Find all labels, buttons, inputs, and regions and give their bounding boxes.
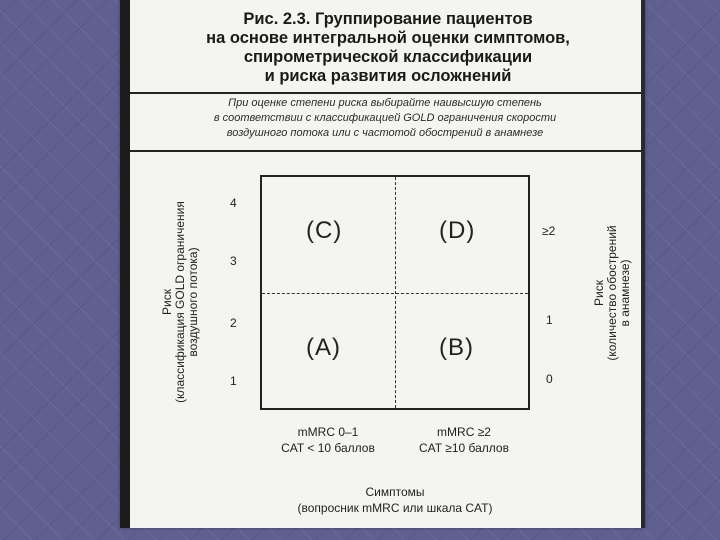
left-tick: 2 — [230, 316, 237, 330]
x-category-line: mMRC ≥2 — [437, 425, 491, 439]
right-axis-label — [593, 193, 637, 393]
x-axis-title — [250, 484, 540, 516]
title-line: на основе интегральной оценки симптомов, — [206, 29, 570, 47]
note-line: воздушного потока или с частотой обострений в анамнезе — [226, 127, 544, 139]
left-axis-label-line: Риск — [160, 289, 174, 315]
quadrant-grid — [260, 175, 530, 410]
right-tick: 1 — [546, 313, 553, 327]
left-tick: 4 — [230, 196, 237, 210]
right-axis-label-line: Риск — [592, 280, 606, 306]
figure-title — [148, 10, 628, 86]
x-category-high — [404, 424, 524, 456]
quadrant-b: (B) — [439, 334, 474, 361]
x-category-line: CAT ≥10 баллов — [419, 441, 509, 455]
quadrant-a: (A) — [306, 334, 341, 361]
left-axis-label — [161, 187, 205, 417]
left-tick: 1 — [230, 374, 237, 388]
figure-note — [150, 96, 620, 141]
x-axis-title-line: Симптомы — [365, 485, 425, 499]
right-axis-label-line: (количество обострений — [605, 225, 619, 361]
vertical-divider — [395, 177, 396, 408]
right-tick: ≥2 — [542, 224, 556, 238]
page-left-edge — [120, 0, 130, 528]
header-divider — [130, 92, 641, 94]
left-axis-label-line: воздушного потока) — [186, 247, 200, 357]
title-line: Рис. 2.3. Группирование пациентов — [243, 10, 533, 28]
right-tick: 0 — [546, 372, 553, 386]
x-axis-title-line: (вопросник mMRC или шкала CAT) — [297, 501, 493, 515]
note-line: в соответствии с классификацией GOLD ограничения скорости — [213, 112, 557, 124]
left-tick: 3 — [230, 254, 237, 268]
x-category-line: CAT < 10 баллов — [281, 441, 375, 455]
page-right-edge — [641, 0, 645, 528]
figure-page — [120, 0, 645, 528]
title-line: и риска развития осложнений — [264, 67, 512, 85]
note-divider — [130, 150, 641, 152]
note-line: При оценке степени риска выбирайте наивысшую степень — [228, 97, 542, 109]
x-category-low — [268, 424, 388, 456]
right-axis-label-line: в анамнезе) — [618, 259, 632, 327]
quadrant-d: (D) — [439, 217, 476, 244]
quadrant-c: (C) — [306, 217, 343, 244]
left-axis-label-line: (классификация GOLD ограничения — [173, 201, 187, 403]
title-line: спирометрической классификации — [243, 48, 533, 66]
x-category-line: mMRC 0–1 — [297, 425, 359, 439]
